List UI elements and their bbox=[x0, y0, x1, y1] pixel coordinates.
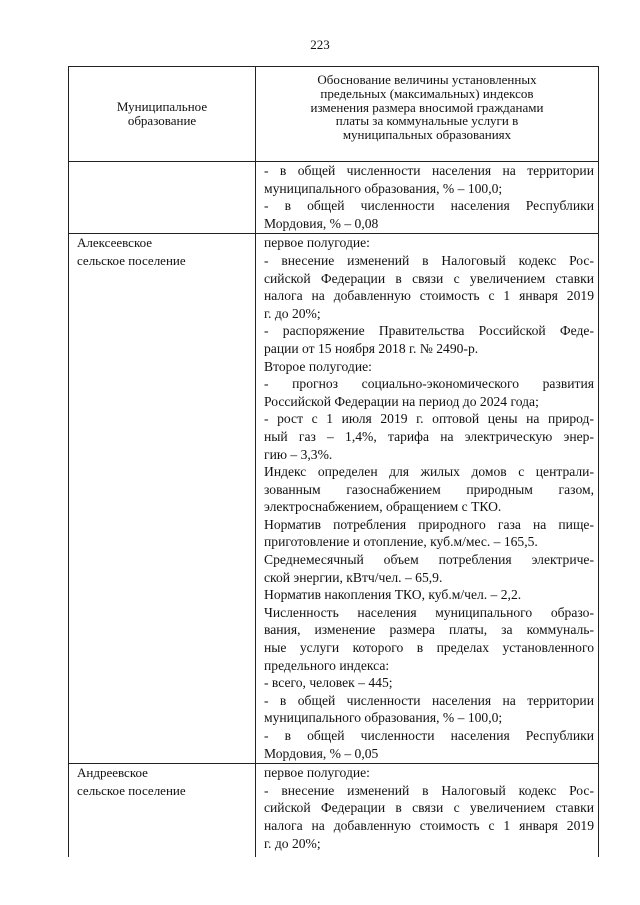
text-line: Норматив накопления ТКО, куб.м/чел. – 2,2. bbox=[264, 587, 522, 603]
header-municipality-line: образование bbox=[127, 113, 197, 128]
municipality-name: Андреевское bbox=[77, 765, 148, 781]
text-line: сийской Федерации в связи с увеличением ставки bbox=[264, 800, 594, 816]
text-line: рации от 15 ноября 2018 г. № 2490-р. bbox=[264, 340, 479, 356]
text-line: первое полугодие: bbox=[264, 235, 370, 251]
municipality-name: Алексеевское bbox=[77, 235, 153, 251]
text-line: г. до 20%; bbox=[264, 835, 321, 851]
text-line: предельного индекса: bbox=[264, 657, 390, 673]
text-line: Индекс определен для жилых домов с централи- bbox=[264, 464, 594, 480]
table-row bbox=[69, 764, 599, 858]
text-line: - в общей численности населения Республики bbox=[264, 198, 594, 214]
text-line: - в общей численности населения на территории bbox=[264, 163, 594, 178]
municipal-index-table bbox=[68, 66, 599, 857]
text-line: сийской Федерации в связи с увеличением ставки bbox=[264, 270, 594, 286]
page-number: 223 bbox=[310, 37, 330, 52]
text-line: - распоряжение Правительства Российской Феде- bbox=[264, 323, 594, 339]
text-line: - в общей численности населения на территории bbox=[264, 692, 594, 708]
text-line: налога на добавленную стоимость с 1 января 2019 bbox=[264, 288, 594, 304]
header-municipality-line: Муниципальное bbox=[116, 99, 208, 115]
text-line: зованным газоснабжением природным газом, bbox=[264, 481, 594, 497]
justification-cell bbox=[256, 764, 599, 858]
text-line: - прогноз социально-экономического развития bbox=[264, 376, 594, 392]
text-line: - внесение изменений в Налоговый кодекс Рос- bbox=[264, 252, 594, 268]
header-justification-line: изменения размера вносимой гражданами bbox=[310, 99, 544, 115]
text-line: Среднемесячный объем потребления электриче- bbox=[264, 552, 594, 568]
text-line: муниципального образования, % – 100,0; bbox=[264, 710, 503, 726]
text-line: муниципального образования, % – 100,0; bbox=[264, 180, 503, 196]
text-line: Численность населения муниципального образо- bbox=[264, 604, 594, 620]
header-justification-line: предельных (максимальных) индексов bbox=[320, 85, 534, 101]
table-row bbox=[69, 234, 599, 764]
text-line: электроснабжением, обращением с ТКО. bbox=[264, 499, 502, 515]
header-justification-line: платы за коммунальные услуги в bbox=[335, 113, 519, 129]
table-row bbox=[69, 162, 599, 234]
text-line: ные услуги которого в пределах установленного bbox=[264, 640, 594, 656]
header-municipality bbox=[69, 67, 256, 162]
justification-cell bbox=[256, 234, 599, 764]
municipality-type: сельское поселение bbox=[77, 252, 186, 268]
text-line: Мордовия, % – 0,08 bbox=[264, 215, 379, 231]
text-line: Второе полугодие: bbox=[264, 358, 372, 374]
text-line: ской энергии, кВтч/чел. – 65,9. bbox=[264, 569, 443, 585]
text-line: ный газ – 1,4%, тарифа на электрическую энер- bbox=[264, 428, 594, 444]
text-line: - внесение изменений в Налоговый кодекс Рос- bbox=[264, 782, 594, 798]
text-line: Норматив потребления природного газа на пище- bbox=[264, 516, 594, 532]
text-line: Российской Федерации на период до 2024 года; bbox=[264, 393, 539, 409]
text-line: - в общей численности населения Республики bbox=[264, 728, 594, 743]
text-line: г. до 20%; bbox=[264, 305, 321, 321]
text-line: гию – 3,3%. bbox=[264, 446, 333, 462]
text-line: Мордовия, % – 0,05 bbox=[264, 745, 379, 761]
table-header-row bbox=[69, 67, 599, 162]
header-justification-line: муниципальных образованиях bbox=[342, 127, 512, 143]
text-line: налога на добавленную стоимость с 1 января 2019 bbox=[264, 817, 594, 833]
municipality-cell bbox=[69, 162, 256, 234]
text-line: - рост с 1 июля 2019 г. оптовой цены на природ- bbox=[264, 411, 594, 427]
text-line: вания, изменение размера платы, за коммуналь- bbox=[264, 622, 594, 638]
justification-cell bbox=[256, 162, 599, 234]
header-justification-line: Обоснование величины установленных bbox=[317, 72, 537, 87]
text-line: приготовление и отопление, куб.м/мес. – 165,5. bbox=[264, 534, 538, 550]
municipality-type: сельское поселение bbox=[77, 782, 186, 798]
text-line: - всего, человек – 445; bbox=[264, 675, 393, 691]
header-justification bbox=[256, 67, 599, 162]
municipality-cell bbox=[69, 764, 256, 858]
text-line: первое полугодие: bbox=[264, 765, 370, 781]
municipality-cell bbox=[69, 234, 256, 764]
